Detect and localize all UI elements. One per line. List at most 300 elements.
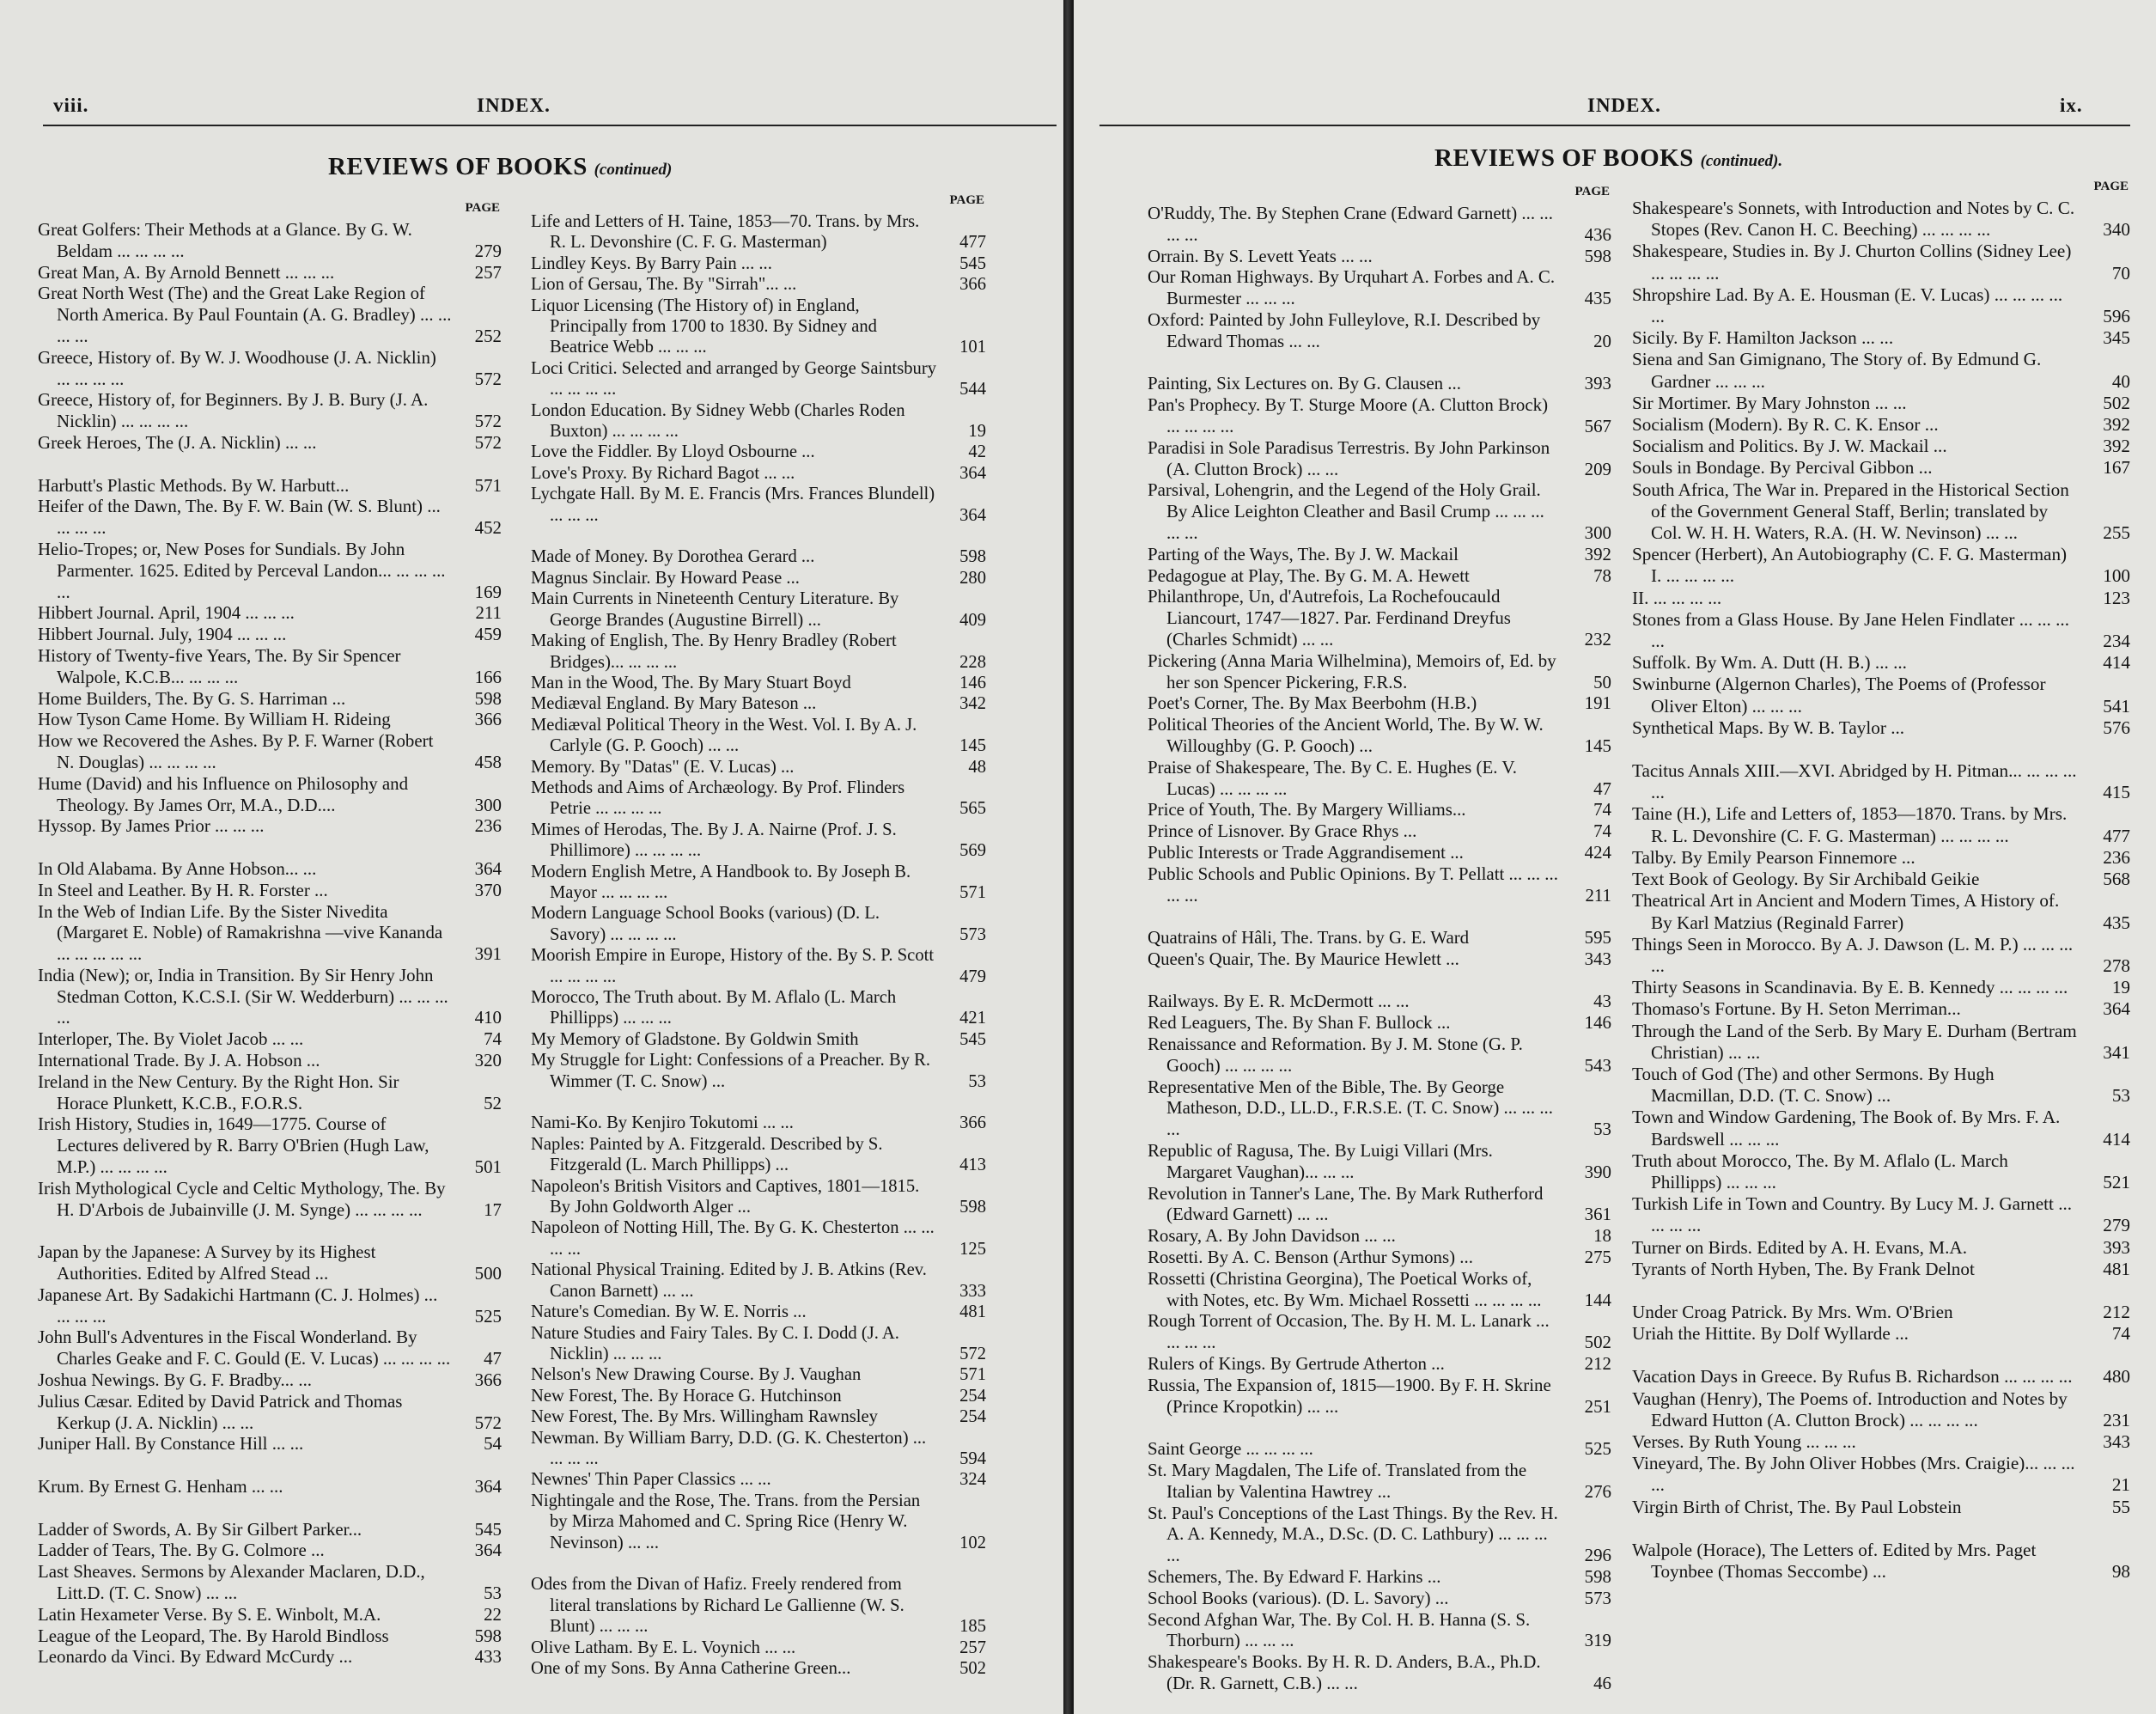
index-entry (1148, 1077, 1611, 1140)
index-entry (1148, 1268, 1611, 1311)
index-entry (1148, 1609, 1611, 1652)
entry-page-number: 257 (959, 1638, 986, 1657)
index-entry (38, 1519, 502, 1540)
index-column (38, 201, 502, 1668)
entry-title: In the Web of Indian Life. By the Sister Nivedita (Margaret E. Noble) of Ramakrishna —vive Kananda ... ... ... ... ... (38, 900, 443, 965)
entry-title: Pickering (Anna Maria Wilhelmina), Memoirs of, Ed. by her son Spencer Pickering, F.R.S. (1148, 650, 1556, 692)
entry-page-number: 390 (1584, 1161, 1611, 1182)
entry-title: Vineyard, The. By John Oliver Hobbes (Mrs. Craigie)... ... ... ... (1632, 1453, 2075, 1496)
entry-page-number: 573 (1584, 1587, 1611, 1608)
entry-page-number: 101 (959, 338, 986, 357)
entry-title: Verses. By Ruth Young ... ... ... (1632, 1430, 1856, 1452)
entry-page-number: 413 (959, 1156, 986, 1175)
index-entry (1148, 1438, 1611, 1460)
entry-page-number: 145 (959, 736, 986, 756)
entry-title: Philanthrope, Un, d'Autrefois, La Rochefoucauld Liancourt, 1747—1827. Par. Ferdinand Dreyfus (Charles Schmidt) ... ... (1148, 586, 1511, 650)
index-entry (1148, 1588, 1611, 1609)
entry-title: Made of Money. By Dorothea Gerard ... (531, 547, 815, 567)
index-column (531, 193, 986, 1679)
entry-page-number: 545 (959, 1029, 986, 1049)
page-column-header: PAGE (949, 193, 984, 207)
index-entry (38, 773, 502, 816)
entry-page-number: 19 (2111, 977, 2130, 998)
entry-title: Lindley Keys. By Barry Pain ... ... (531, 253, 772, 273)
index-entry (38, 1241, 502, 1284)
entry-page-number: 257 (474, 261, 502, 283)
entry-title: Things Seen in Morocco. By A. J. Dawson (L. M. P.) ... ... ... ... (1632, 933, 2074, 976)
index-entry (1148, 1503, 1611, 1566)
index-entry (1148, 1247, 1611, 1268)
entry-title: Parting of the Ways, The. By J. W. Mackail (1148, 543, 1459, 564)
entry-title: Magnus Sinclair. By Howard Pease ... (531, 568, 800, 588)
page-column-header: PAGE (2093, 180, 2129, 193)
index-entry (1148, 1651, 1611, 1694)
entry-title: Suffolk. By Wm. A. Dutt (H. B.) ... ... (1632, 652, 1907, 674)
entry-title: Modern English Metre, A Handbook to. By Joseph B. Mayor ... ... ... ... (531, 862, 911, 902)
section-title-left (328, 153, 672, 181)
entry-title: Socialism and Politics. By J. W. Mackail ... (1632, 436, 1947, 457)
index-entry (531, 1029, 986, 1050)
entry-title: St. Mary Magdalen, The Life of. Translated from the Italian by Valentina Hawtrey ... (1148, 1460, 1527, 1502)
entry-title: Taine (H.), Life and Letters of, 1853—1870. Trans. by Mrs. R. L. Devonshire (C. F. G. Masterman) ... ... ... ... (1632, 803, 2068, 846)
index-entry (1148, 757, 1611, 800)
entry-title: In Steel and Leather. By H. R. Forster ... (38, 879, 328, 900)
entry-title: Heifer of the Dawn, The. By F. W. Bain (W. S. Blunt) ... ... ... ... (38, 496, 441, 539)
running-head-left: INDEX. (477, 95, 551, 116)
entry-title: How Tyson Came Home. By William H. Rideing (38, 709, 391, 730)
section-title-note: (continued) (594, 161, 673, 179)
entry-page-number: 569 (959, 841, 986, 861)
entry-title: Tyrants of North Hyben, The. By Frank Delnot (1632, 1258, 1975, 1279)
entry-title: Loci Critici. Selected and arranged by George Saintsbury ... ... ... ... (531, 358, 936, 400)
entry-title: Prince of Lisnover. By Grace Rhys ... (1148, 820, 1417, 842)
entry-title: Helio-Tropes; or, New Poses for Sundials. By John Parmenter. 1625. Edited by Perceval Landon... ... ... ... ... (38, 538, 446, 602)
entry-title: Mimes of Herodas, The. By J. A. Nairne (Prof. J. S. Phillimore) ... ... ... ... (531, 820, 897, 861)
index-entry (531, 631, 986, 673)
index-entry (38, 1071, 502, 1114)
index-entry (531, 1134, 986, 1176)
entry-title: Renaissance and Reformation. By J. M. Stone (G. P. Gooch) ... ... ... ... (1148, 1034, 1523, 1076)
entry-page-number: 598 (959, 547, 986, 567)
entry-title: Queen's Quair, The. By Maurice Hewlett ... (1148, 948, 1459, 969)
index-entry (1632, 977, 2130, 998)
entry-title: School Books (various). (D. L. Savory) ... (1148, 1587, 1449, 1608)
entry-page-number: 436 (1584, 223, 1611, 245)
index-entry (531, 1260, 986, 1302)
entry-page-number: 500 (474, 1263, 502, 1284)
entry-title: Nami-Ko. By Kenjiro Tokutomi ... ... (531, 1113, 794, 1133)
entry-page-number: 452 (474, 517, 502, 539)
entry-page-number: 598 (959, 1198, 986, 1217)
index-entry (1148, 799, 1611, 820)
entry-title: Rossetti (Christina Georgina), The Poetical Works of, with Notes, etc. By Wm. Michael Rossetti ... ... ... ... (1148, 1267, 1542, 1310)
entry-title: Our Roman Highways. By Urquhart A. Forbes and A. C. Burmester ... ... ... (1148, 266, 1556, 309)
entry-title: Siena and San Gimignano, The Story of. By Edmund G. Gardner ... ... ... (1632, 349, 2042, 392)
entry-page-number: 345 (2103, 327, 2130, 349)
index-entry (1632, 1259, 2130, 1280)
index-entry (531, 862, 986, 904)
index-entry (1148, 650, 1611, 693)
index-entry (531, 1386, 986, 1406)
entry-title: Newnes' Thin Paper Classics ... ... (531, 1470, 771, 1490)
index-entry (531, 253, 986, 274)
entry-title: Virgin Birth of Christ, The. By Paul Lobstein (1632, 1496, 1962, 1517)
index-entry (1148, 1034, 1611, 1077)
entry-title: Russia, The Expansion of, 1815—1900. By F. H. Skrine (Prince Kropotkin) ... ... (1148, 1374, 1551, 1417)
index-entry (1632, 457, 2130, 479)
entry-title: Irish Mythological Cycle and Celtic Mythology, The. By H. D'Arbois de Jubainville (J. M. Synge) ... ... ... ... (38, 1177, 446, 1220)
index-entry (1632, 1453, 2130, 1496)
index-entry (1148, 1012, 1611, 1034)
letter-gap (531, 1092, 986, 1113)
entry-title: Truth about Morocco, The. By M. Aflalo (L. March Phillipps) ... ... ... (1632, 1150, 2008, 1192)
entry-page-number: 254 (959, 1386, 986, 1406)
index-entry (1148, 1460, 1611, 1503)
letter-gap (1148, 970, 1611, 991)
left-page (0, 0, 1063, 1714)
index-entry (1632, 1193, 2130, 1236)
entry-title: Joshua Newings. By G. F. Bradby... ... (38, 1369, 313, 1391)
entry-page-number: 166 (474, 666, 502, 687)
entry-page-number: 74 (1593, 799, 1611, 820)
index-entry (38, 1178, 502, 1221)
section-title-note: (continued). (1700, 152, 1783, 170)
entry-title: India (New); or, India in Transition. By Sir Henry John Stedman Cotton, K.C.S.I. (Sir W. Wedderburn) ... ... ... ... (38, 964, 448, 1028)
entry-title: Turkish Life in Town and Country. By Lucy M. J. Garnett ... ... ... ... (1632, 1193, 2073, 1236)
letter-gap (531, 1553, 986, 1574)
entry-page-number: 279 (474, 240, 502, 261)
index-entry (1632, 674, 2130, 717)
entry-title: Talby. By Emily Pearson Finnemore ... (1632, 846, 1915, 868)
index-entry (1632, 544, 2130, 587)
entry-title: Parsival, Lohengrin, and the Legend of the Holy Grail. By Alice Leighton Cleather and Basil Crump ... ... ... ... ... (1148, 479, 1544, 543)
entry-title: London Education. By Sidney Webb (Charles Roden Buxton) ... ... ... ... (531, 400, 905, 442)
entry-page-number: 594 (959, 1449, 986, 1468)
entry-page-number: 43 (1593, 991, 1611, 1012)
entry-page-number: 572 (474, 411, 502, 432)
entry-title: Ladder of Swords, A. By Sir Gilbert Parker... (38, 1518, 362, 1540)
entry-page-number: 169 (474, 581, 502, 602)
entry-title: Home Builders, The. By G. S. Harriman ... (38, 687, 346, 709)
entry-title: My Memory of Gladstone. By Goldwin Smith (531, 1029, 859, 1049)
entry-page-number: 415 (2103, 782, 2130, 803)
entry-title: Souls in Bondage. By Percival Gibbon ... (1632, 457, 1933, 479)
entry-title: Turner on Birds. Edited by A. H. Evans, M.A. (1632, 1236, 1968, 1258)
entry-page-number: 231 (2103, 1409, 2130, 1430)
index-entry (1632, 1150, 2130, 1193)
entry-title: Julius Cæsar. Edited by David Patrick and Thomas Kerkup (J. A. Nicklin) ... ... (38, 1390, 403, 1433)
entry-title: Mediæval Political Theory in the West. Vol. I. By A. J. Carlyle (G. P. Gooch) ... ... (531, 715, 917, 756)
entry-title: Rough Torrent of Occasion, The. By H. M. L. Lanark ... ... ... ... (1148, 1310, 1550, 1353)
index-entry (531, 1491, 986, 1553)
index-entry (1632, 934, 2130, 977)
index-entry (531, 945, 986, 987)
entry-page-number: 545 (474, 1518, 502, 1540)
index-entry (38, 688, 502, 710)
entry-page-number: 47 (1593, 778, 1611, 799)
entry-title: Theatrical Art in Ancient and Modern Times, A History of. By Karl Matzius (Reginald Farrer) (1632, 890, 2060, 933)
index-entry (1632, 241, 2130, 284)
index-entry (1148, 1225, 1611, 1247)
entry-title: Harbutt's Plastic Methods. By W. Harbutt... (38, 474, 350, 496)
index-entry (1632, 1107, 2130, 1150)
book-spine (1063, 0, 1074, 1714)
entry-title: Interloper, The. By Violet Jacob ... ... (38, 1028, 304, 1050)
entry-title: Mediæval England. By Mary Bateson ... (531, 694, 817, 714)
index-entry (1632, 652, 2130, 674)
entry-page-number: 502 (959, 1658, 986, 1678)
index-entry (1148, 820, 1611, 842)
entry-title: League of the Leopard, The. By Harold Bindloss (38, 1625, 389, 1646)
index-entry (531, 1364, 986, 1385)
entry-page-number: 502 (1584, 1332, 1611, 1353)
entry-title: Pedagogue at Play, The. By G. M. A. Hewett (1148, 564, 1470, 586)
index-entry (38, 1540, 502, 1561)
entry-title: Love the Fiddler. By Lloyd Osbourne ... (531, 442, 815, 462)
entry-page-number: 234 (2103, 631, 2130, 652)
entry-page-number: 144 (1584, 1289, 1611, 1310)
index-entry (38, 389, 502, 432)
entry-title: Schemers, The. By Edward F. Harkins ... (1148, 1566, 1441, 1587)
index-entry (38, 1028, 502, 1050)
entry-page-number: 145 (1584, 735, 1611, 756)
index-entry (38, 262, 502, 284)
entry-page-number: 98 (2111, 1560, 2130, 1582)
entry-page-number: 502 (2103, 392, 2130, 413)
index-entry (531, 757, 986, 778)
entry-page-number: 480 (2103, 1366, 2130, 1388)
index-column (1148, 185, 1611, 1694)
letter-gap (38, 454, 502, 475)
entry-page-number: 191 (1584, 692, 1611, 714)
entry-title: Tacitus Annals XIII.—XVI. Abridged by H. Pitman... ... ... ... ... (1632, 760, 2077, 803)
index-entry (38, 709, 502, 730)
entry-title: Thirty Seasons in Scandinavia. By E. B. Kennedy ... ... ... ... (1632, 977, 2068, 998)
entry-title: Last Sheaves. Sermons by Alexander Maclaren, D.D., Litt.D. (T. C. Snow) ... ... (38, 1561, 425, 1603)
entry-page-number: 48 (968, 757, 986, 777)
index-entry (38, 219, 502, 262)
letter-gap (1632, 1345, 2130, 1366)
entry-title: John Bull's Adventures in the Fiscal Wonderland. By Charles Geake and F. C. Gould (E. V. Lucas) ... ... ... ... (38, 1327, 451, 1369)
entry-title: Shakespeare's Sonnets, with Introduction and Notes by C. C. Stopes (Rev. Canon H. C. Beeching) ... ... ... ... (1632, 198, 2075, 241)
entry-title: Paradisi in Sole Paradisus Terrestris. By John Parkinson (A. Clutton Brock) ... ... (1148, 436, 1550, 479)
index-entry (1632, 1323, 2130, 1345)
entry-title: Morocco, The Truth about. By M. Aflalo (L. March Phillipps) ... ... ... (531, 988, 897, 1028)
index-entry (531, 1113, 986, 1133)
index-entry (1632, 1431, 2130, 1453)
entry-page-number: 53 (2111, 1085, 2130, 1107)
entry-page-number: 40 (2111, 370, 2130, 392)
entry-title: Shakespeare, Studies in. By J. Churton Collins (Sidney Lee) ... ... ... ... (1632, 241, 2072, 284)
index-entry (38, 1604, 502, 1626)
entry-page-number: 209 (1584, 458, 1611, 479)
folio-left: viii. (53, 95, 89, 116)
entry-title: Naples: Painted by A. Fitzgerald. Described by S. Fitzgerald (L. March Phillipps) ... (531, 1134, 883, 1175)
entry-page-number: 300 (474, 794, 502, 815)
entry-title: Text Book of Geology. By Sir Archibald Geikie (1632, 869, 1980, 890)
index-entry (531, 1574, 986, 1637)
entry-page-number: 366 (959, 1113, 986, 1133)
index-entry (1148, 309, 1611, 352)
entry-page-number: 228 (959, 652, 986, 672)
entry-page-number: 364 (959, 505, 986, 525)
entry-title: National Physical Training. Edited by J. B. Atkins (Rev. Canon Barnett) ... ... (531, 1260, 927, 1301)
entry-page-number: 361 (1584, 1204, 1611, 1225)
index-entry (1632, 1540, 2130, 1583)
entry-page-number: 53 (968, 1071, 986, 1091)
index-entry (38, 1646, 502, 1668)
index-entry (1632, 1237, 2130, 1259)
index-entry (1632, 803, 2130, 846)
entry-page-number: 212 (2103, 1301, 2130, 1322)
index-entry (1632, 588, 2130, 609)
index-entry (38, 283, 502, 346)
entry-title: Nightingale and the Rose, The. Trans. from the Persian by Mirza Mahomed and C. Spring Rice (Henry W. Nevinson) ... ... (531, 1491, 921, 1552)
entry-page-number: 477 (959, 233, 986, 253)
entry-page-number: 125 (959, 1239, 986, 1259)
entry-title: Republic of Ragusa, The. By Luigi Villari (Mrs. Margaret Vaughan)... ... ... (1148, 1140, 1493, 1182)
entry-page-number: 421 (959, 1009, 986, 1028)
entry-title: Hibbert Journal. July, 1904 ... ... ... (38, 624, 287, 645)
page-column-header: PAGE (465, 201, 500, 215)
letter-gap (1148, 906, 1611, 927)
index-entry (531, 400, 986, 442)
entry-page-number: 102 (959, 1533, 986, 1552)
index-entry (531, 987, 986, 1029)
entry-title: Krum. By Ernest G. Henham ... ... (38, 1476, 283, 1497)
entry-page-number: 232 (1584, 628, 1611, 650)
entry-page-number: 21 (2111, 1474, 2130, 1496)
section-title-right (1434, 144, 1782, 173)
index-entry (38, 347, 502, 390)
index-entry (1632, 1021, 2130, 1064)
index-column (1632, 180, 2130, 1583)
entry-page-number: 42 (968, 442, 986, 462)
entry-page-number: 572 (959, 1344, 986, 1363)
entry-page-number: 409 (959, 610, 986, 630)
entry-page-number: 320 (474, 1050, 502, 1071)
entry-title: Price of Youth, The. By Margery Williams... (1148, 799, 1466, 820)
entry-title: Lion of Gersau, The. By "Sirrah"... ... (531, 275, 797, 295)
entry-title: Synthetical Maps. By W. B. Taylor ... (1632, 717, 1905, 738)
index-entry (1632, 1302, 2130, 1323)
index-entry (1148, 842, 1611, 863)
entry-page-number: 572 (474, 1412, 502, 1433)
index-entry (1148, 1140, 1611, 1183)
entry-page-number: 370 (474, 879, 502, 900)
letter-gap (38, 837, 502, 858)
entry-title: Under Croag Patrick. By Mrs. Wm. O'Brien (1632, 1301, 1953, 1322)
index-entry (531, 358, 986, 400)
letter-gap (1148, 1417, 1611, 1438)
entry-page-number: 70 (2111, 262, 2130, 284)
index-entry (531, 1302, 986, 1322)
index-entry (1148, 948, 1611, 970)
entry-title: Juniper Hall. By Constance Hill ... ... (38, 1433, 304, 1455)
index-entry (1632, 1497, 2130, 1518)
entry-title: Town and Window Gardening, The Book of. By Mrs. F. A. Bardswell ... ... ... (1632, 1107, 2061, 1150)
entry-page-number: 22 (484, 1603, 502, 1625)
letter-gap (38, 1497, 502, 1519)
entry-page-number: 392 (2103, 414, 2130, 436)
index-entry (1148, 586, 1611, 650)
entry-title: Representative Men of the Bible, The. By George Matheson, D.D., LL.D., F.R.S.E. (T. C. Snow) ... ... ... ... (1148, 1076, 1553, 1140)
entry-title: Love's Proxy. By Richard Bagot ... ... (531, 463, 795, 483)
index-entry (1148, 565, 1611, 587)
index-entry (531, 442, 986, 462)
letter-gap (1632, 739, 2130, 760)
entry-page-number: 47 (484, 1348, 502, 1369)
index-entry (1632, 349, 2130, 392)
entry-title: Hume (David) and his Influence on Philosophy and Theology. By James Orr, M.A., D.D.... (38, 772, 409, 815)
index-entry (531, 484, 986, 526)
entry-title: Napoleon of Notting Hill, The. By G. K. Chesterton ... ... ... ... (531, 1218, 935, 1259)
entry-page-number: 424 (1584, 841, 1611, 863)
index-entry (38, 730, 502, 773)
entry-page-number: 342 (959, 694, 986, 714)
entry-title: Walpole (Horace), The Letters of. Edited by Mrs. Paget Toynbee (Thomas Seccombe) ... (1632, 1539, 2037, 1582)
index-entry (38, 1050, 502, 1071)
entry-title: Praise of Shakespeare, The. By C. E. Hughes (E. V. Lucas) ... ... ... ... (1148, 756, 1517, 799)
entry-title: Nature's Comedian. By W. E. Norris ... (531, 1302, 807, 1322)
entry-title: South Africa, The War in. Prepared in the Historical Section of the Government General Staff, Berlin; translated by Col. W. H. H. Waters, R.A. (H. W. Nevinson) ... ... (1632, 479, 2069, 544)
entry-title: Public Interests or Trade Aggrandisement ... (1148, 841, 1464, 863)
letter-gap (38, 1220, 502, 1241)
index-entry (1148, 394, 1611, 437)
entry-page-number: 78 (1593, 564, 1611, 586)
entry-page-number: 573 (959, 924, 986, 944)
entry-page-number: 17 (484, 1199, 502, 1220)
index-entry (531, 1323, 986, 1365)
index-entry (1148, 479, 1611, 543)
entry-page-number: 276 (1584, 1480, 1611, 1502)
entry-page-number: 571 (959, 882, 986, 902)
index-entry (1148, 863, 1611, 906)
index-entry (531, 546, 986, 567)
entry-page-number: 19 (968, 422, 986, 442)
entry-page-number: 458 (474, 751, 502, 772)
index-entry (1632, 869, 2130, 890)
index-entry (1148, 266, 1611, 309)
entry-title: Railways. By E. R. McDermott ... ... (1148, 991, 1410, 1012)
entry-title: Making of English, The. By Henry Bradley (Robert Bridges)... ... ... ... (531, 631, 897, 672)
index-entry (38, 901, 502, 965)
entry-page-number: 598 (1584, 1566, 1611, 1587)
entry-title: Thomaso's Fortune. By H. Seton Merriman... (1632, 998, 1961, 1020)
letter-gap (1632, 1280, 2130, 1302)
entry-page-number: 544 (959, 380, 986, 400)
entry-page-number: 595 (1584, 927, 1611, 948)
entry-page-number: 459 (474, 624, 502, 645)
entry-page-number: 236 (2103, 846, 2130, 868)
index-entry (531, 1658, 986, 1679)
entry-title: International Trade. By J. A. Hobson ... (38, 1050, 320, 1071)
entry-title: New Forest, The. By Mrs. Willingham Rawnsley (531, 1407, 878, 1427)
index-entry (38, 880, 502, 901)
entry-title: Socialism (Modern). By R. C. K. Ensor ... (1632, 414, 1939, 436)
entry-title: Odes from the Divan of Hafiz. Freely rendered from literal translations by Richard Le Gallienne (W. S. Blunt) ... ... ... (531, 1575, 904, 1637)
entry-title: St. Paul's Conceptions of the Last Things. By the Rev. H. A. A. Kennedy, M.A., D.Sc. (D. C. Lathbury) ... ... ... ... (1148, 1502, 1558, 1566)
entry-page-number: 366 (474, 709, 502, 730)
entry-page-number: 53 (1593, 1119, 1611, 1140)
entry-page-number: 521 (2103, 1171, 2130, 1192)
index-entry (38, 602, 502, 624)
entry-page-number: 55 (2111, 1496, 2130, 1517)
entry-page-number: 501 (474, 1156, 502, 1178)
index-entry (38, 496, 502, 539)
index-entry (38, 1433, 502, 1455)
entry-page-number: 53 (484, 1583, 502, 1603)
